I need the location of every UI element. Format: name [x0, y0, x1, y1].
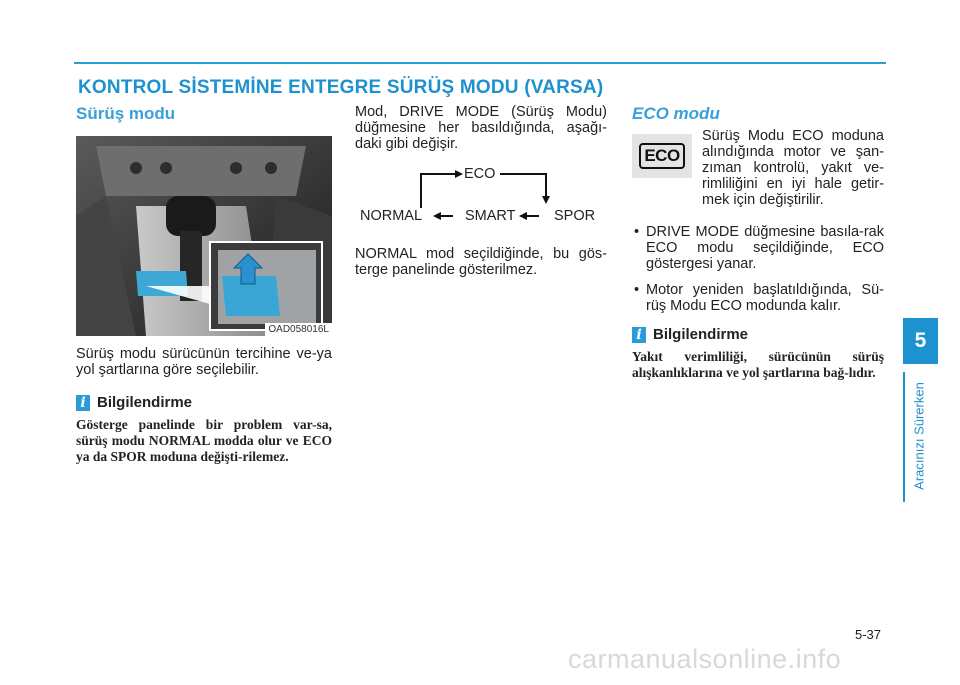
- eco-bullet-list: [632, 224, 884, 314]
- eco-indicator-row: [632, 128, 884, 214]
- page-number: 5-37: [855, 627, 882, 642]
- diagram-label-eco: ECO: [464, 166, 496, 182]
- eco-description: Sürüş Modu ECO moduna alındığında motor ve şan-zıman kontrolü, yakıt ve-rimliliğini en iyi hale getir-mek için değiştirilir.: [702, 128, 884, 208]
- diagram-label-normal: NORMAL: [360, 208, 423, 224]
- info-icon: i: [632, 327, 646, 343]
- chapter-tab: 5: [903, 318, 938, 364]
- mode-cycle-diagram: [355, 160, 607, 232]
- info-text: Gösterge panelinde bir problem var-sa, sürüş modu NORMAL modda olur ve ECO ya da SPOR moduna değişti-rilemez.: [76, 417, 332, 464]
- info-title: Bilgilendirme: [97, 394, 193, 411]
- gear-console-photo: [76, 136, 332, 336]
- diagram-label-smart: SMART: [465, 208, 516, 224]
- info-title: Bilgilendirme: [653, 326, 749, 343]
- mode-description: Sürüş modu sürücünün tercihine ve-ya yol şartlarına göre seçilebilir.: [76, 346, 332, 378]
- page-title: KONTROL SİSTEMİNE ENTEGRE SÜRÜŞ MODU (VARSA): [78, 77, 604, 98]
- eco-indicator-icon: [632, 134, 692, 178]
- chapter-side-line: [903, 372, 905, 502]
- column-3: [632, 100, 884, 381]
- bullet-item: • DRIVE MODE düğmesine basıla-rak ECO modu seçildiğinde, ECO göstergesi yanar.: [632, 224, 884, 272]
- column-1: [76, 100, 332, 465]
- section-heading-surus-modu: Sürüş modu: [76, 104, 176, 123]
- normal-mode-note: NORMAL mod seçildiğinde, bu gös-terge panelinde gösterilmez.: [355, 246, 607, 278]
- watermark: carmanualsonline.info: [568, 644, 842, 674]
- info-text: Yakıt verimliliği, sürücünün sürüş alışkanlıklarına ve yol şartlarına bağ-lıdır.: [632, 349, 884, 380]
- info-header: [76, 394, 332, 411]
- mode-cycle-intro: Mod, DRIVE MODE (Sürüş Modu) düğmesine her basıldığında, aşağı-daki gibi değişir.: [355, 104, 607, 152]
- column-2: [355, 100, 607, 278]
- bullet-item: • Motor yeniden başlatıldığında, Sü-rüş Modu ECO modunda kalır.: [632, 282, 884, 314]
- section-heading-eco-modu: ECO modu: [632, 104, 720, 123]
- chapter-label: Aracınızı Sürerken: [911, 382, 927, 490]
- info-header: [632, 326, 884, 343]
- top-rule: [74, 62, 886, 64]
- figure-caption: OAD058016L: [265, 323, 332, 336]
- eco-icon-text: ECO: [639, 143, 684, 169]
- info-icon: i: [76, 395, 90, 411]
- console-illustration: [76, 136, 332, 336]
- diagram-label-spor: SPOR: [554, 208, 596, 224]
